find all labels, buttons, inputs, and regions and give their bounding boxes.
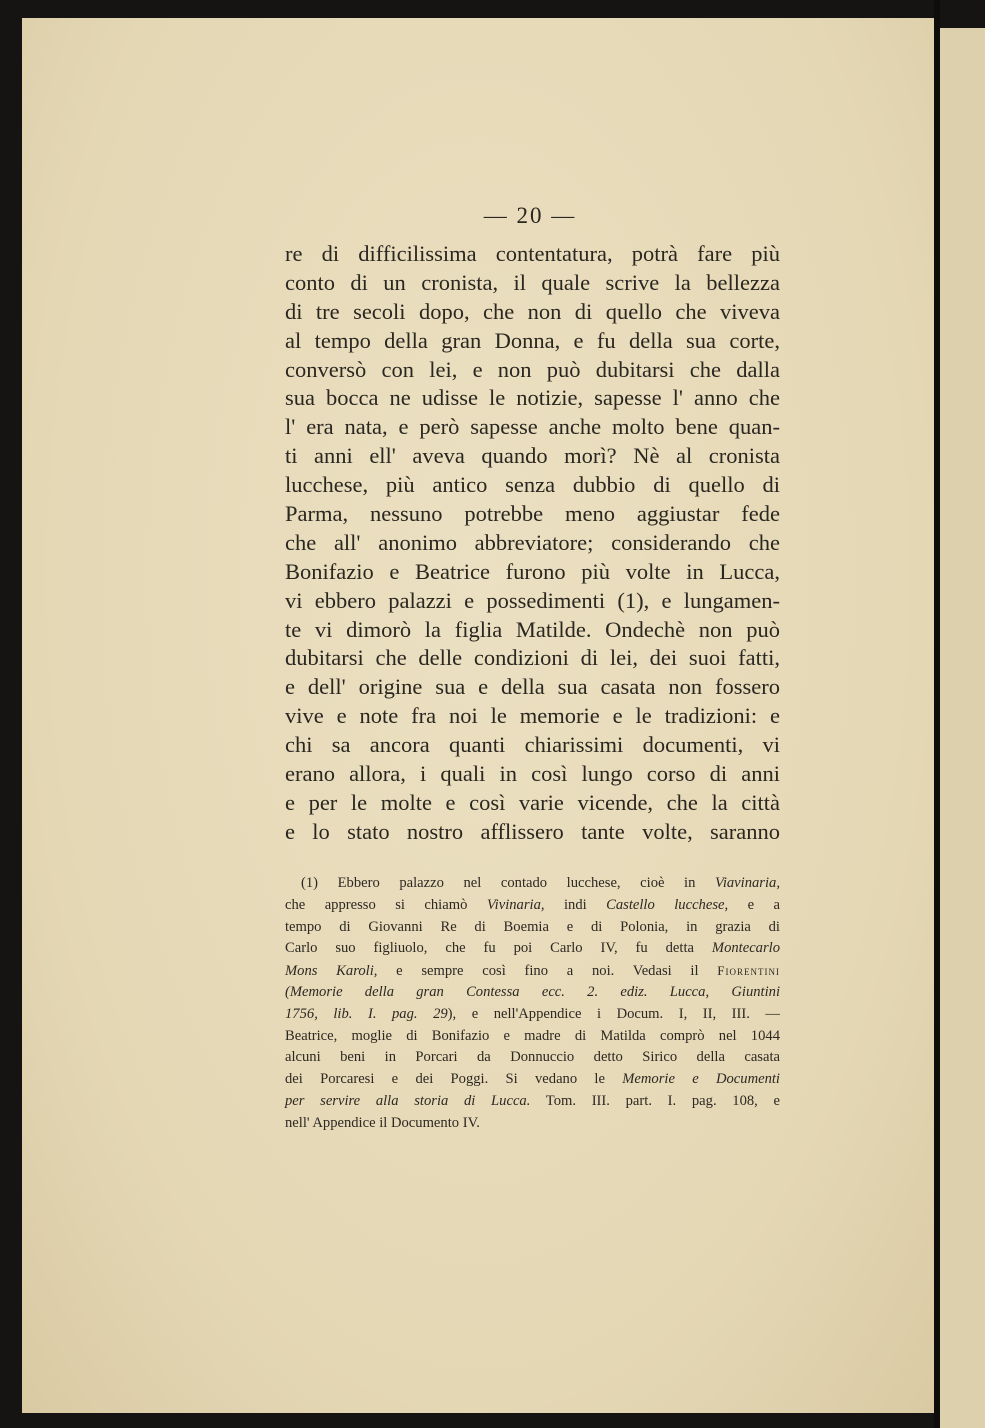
footnote-text: dei Porcaresi e dei Poggi. Si vedano le xyxy=(285,1071,623,1088)
body-line: erano allora, i quali in così lungo corso di anni xyxy=(285,761,780,787)
facing-page-edge xyxy=(940,28,985,1428)
footnote-text: e a xyxy=(728,896,780,913)
footnote-text: (1) Ebbero palazzo nel contado lucchese, cioè in xyxy=(301,875,715,891)
footnote-line xyxy=(285,1026,780,1048)
body-line: Parma, nessuno potrebbe meno aggiustar fede xyxy=(285,501,780,527)
body-line: e lo stato nostro afflissero tante volte, saranno xyxy=(285,818,780,844)
body-line: conto di un cronista, il quale scrive la bellezza xyxy=(285,269,780,295)
footnote-text: Viavinaria, xyxy=(715,875,780,891)
footnote xyxy=(285,873,780,1135)
body-text xyxy=(285,240,780,847)
footnote-text: indi xyxy=(544,896,607,913)
footnote-text: e sempre così fino a noi. Vedasi il xyxy=(377,963,718,980)
body-line: vi ebbero palazzi e possedimenti (1), e lungamen- xyxy=(285,587,780,613)
footnote-text: Memorie e Documenti xyxy=(622,1071,780,1088)
footnote-line xyxy=(285,1004,780,1026)
body-line: conversò con lei, e non può dubitarsi che dalla xyxy=(285,356,780,382)
footnote-text: Mons Karoli, xyxy=(285,963,378,980)
footnote-text: 1756, lib. I. pag. 29 xyxy=(285,1005,448,1022)
footnote-text: nell' Appendice il Documento IV. xyxy=(285,1114,480,1131)
footnote-text: Carlo suo figliuolo, che fu poi Carlo IV, fu detta xyxy=(285,940,712,957)
body-line: Bonifazio e Beatrice furono più volte in Lucca, xyxy=(285,558,780,584)
footnote-text: Beatrice, moglie di Bonifazio e madre di Matilda comprò nel 1044 xyxy=(285,1027,780,1044)
body-line: e per le molte e così varie vicende, che la città xyxy=(285,789,780,815)
footnote-text: Vivinaria, xyxy=(486,896,545,913)
footnote-text: ( xyxy=(285,983,290,1000)
body-line: ti anni ell' aveva quando morì? Nè al cronista xyxy=(285,443,780,469)
footnote-text: Tom. III. part. I. pag. 108, e xyxy=(530,1092,781,1109)
body-line: te vi dimorò la figlia Matilde. Ondechè non può xyxy=(285,616,780,642)
body-line: lucchese, più antico senza dubbio di quello di xyxy=(285,472,780,498)
footnote-line xyxy=(285,1069,780,1091)
footnote-text: ), e nell'Appendice i Docum. I, II, III. — xyxy=(447,1005,780,1022)
body-line: l' era nata, e però sapesse anche molto bene quan- xyxy=(285,414,780,440)
footnote-line xyxy=(285,895,780,917)
body-line: e dell' origine sua e della sua casata non fossero xyxy=(285,674,780,700)
footnote-text: che appresso si chiamò xyxy=(285,896,487,913)
footnote-text: alcuni beni in Porcari da Donnuccio detto Sirico della casata xyxy=(285,1049,780,1066)
body-line: di tre secoli dopo, che non di quello che viveva xyxy=(285,298,780,324)
body-line: che all' anonimo abbreviatore; considerando che xyxy=(285,529,780,555)
footnote-line xyxy=(285,873,780,895)
body-line: dubitarsi che delle condizioni di lei, dei suoi fatti, xyxy=(285,645,780,671)
footnote-line xyxy=(285,1091,780,1113)
footnote-line xyxy=(285,960,780,982)
footnote-line xyxy=(285,917,780,939)
footnote-text: Memorie della gran Contessa ecc. 2. ediz. Lucca, Giuntini xyxy=(289,983,780,1000)
page-number: — 20 — xyxy=(483,203,577,228)
footnote-line xyxy=(285,982,780,1004)
footnote-line xyxy=(285,938,780,960)
body-line: sua bocca ne udisse le notizie, sapesse l' anno che xyxy=(285,385,780,411)
footnote-line xyxy=(285,1047,780,1069)
footnote-text: Fiorentini xyxy=(717,963,780,979)
footnote-text: Castello lucchese, xyxy=(606,896,729,913)
footnote-text: Montecarlo xyxy=(711,940,780,957)
footnote-text: tempo di Giovanni Re di Boemia e di Polonia, in grazia di xyxy=(285,918,780,935)
footnote-line xyxy=(285,1113,780,1135)
body-line: re di difficilissima contentatura, potrà fare più xyxy=(285,241,780,266)
body-line: chi sa ancora quanti chiarissimi documenti, vi xyxy=(285,732,780,758)
body-line: al tempo della gran Donna, e fu della sua corte, xyxy=(285,327,780,353)
footnote-text: per servire alla storia di Lucca. xyxy=(285,1092,531,1109)
body-line: vive e note fra noi le memorie e le tradizioni: e xyxy=(285,703,780,729)
